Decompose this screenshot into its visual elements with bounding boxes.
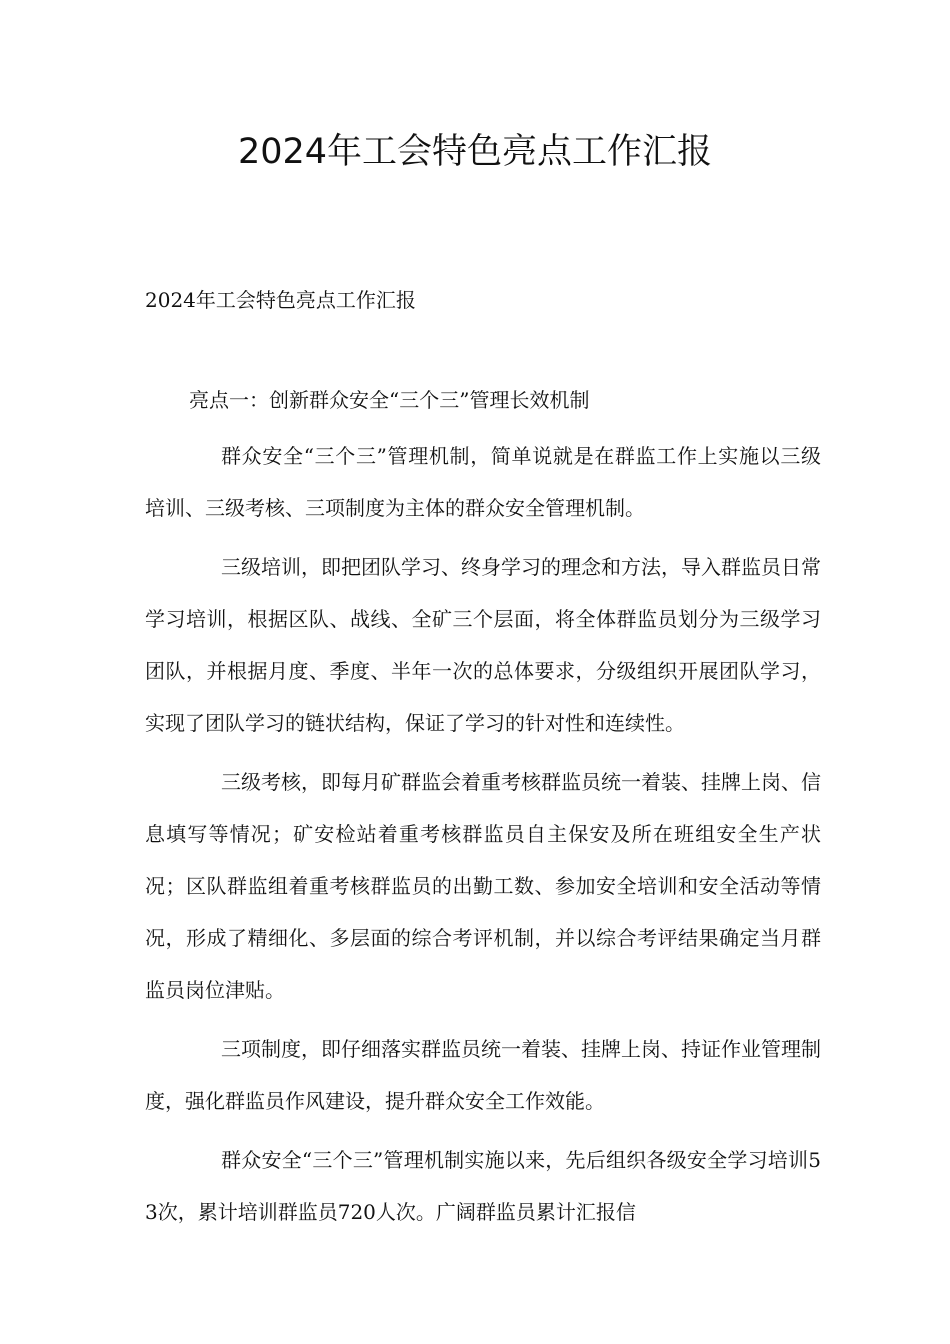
document-body [145, 380, 821, 1245]
section-heading: 亮点一：创新群众安全“三个三”管理长效机制 [189, 388, 590, 412]
paragraph-overview: 群众安全“三个三”管理机制，简单说就是在群监工作上实施以三级培训、三级考核、三项制度为主体的群众安全管理机制。 [145, 444, 821, 520]
paragraph-training: 三级培训，即把团队学习、终身学习的理念和方法，导入群监员日常学习培训，根据区队、战线、全矿三个层面，将全体群监员划分为三级学习团队，并根据月度、季度、半年一次的总体要求，分级组织开展团队学习，实现了团队学习的链状结构，保证了学习的针对性和连续性。 [145, 555, 821, 735]
document-subtitle: 2024年工会特色亮点工作汇报 [145, 288, 416, 312]
paragraph-systems: 三项制度，即仔细落实群监员统一着装、挂牌上岗、持证作业管理制度，强化群监员作风建设，提升群众安全工作效能。 [145, 1037, 821, 1113]
paragraph-assessment: 三级考核，即每月矿群监会着重考核群监员统一着装、挂牌上岗、信息填写等情况；矿安检站着重考核群监员自主保安及所在班组安全生产状况；区队群监组着重考核群监员的出勤工数、参加安全培训和安全活动等情况，形成了精细化、多层面的综合考评机制，并以综合考评结果确定当月群监员岗位津贴。 [145, 770, 821, 1002]
page-title: 2024年工会特色亮点工作汇报 [237, 132, 713, 172]
paragraph-results: 群众安全“三个三”管理机制实施以来，先后组织各级安全学习培训53次，累计培训群监员720人次。广阔群监员累计汇报信 [145, 1148, 821, 1224]
